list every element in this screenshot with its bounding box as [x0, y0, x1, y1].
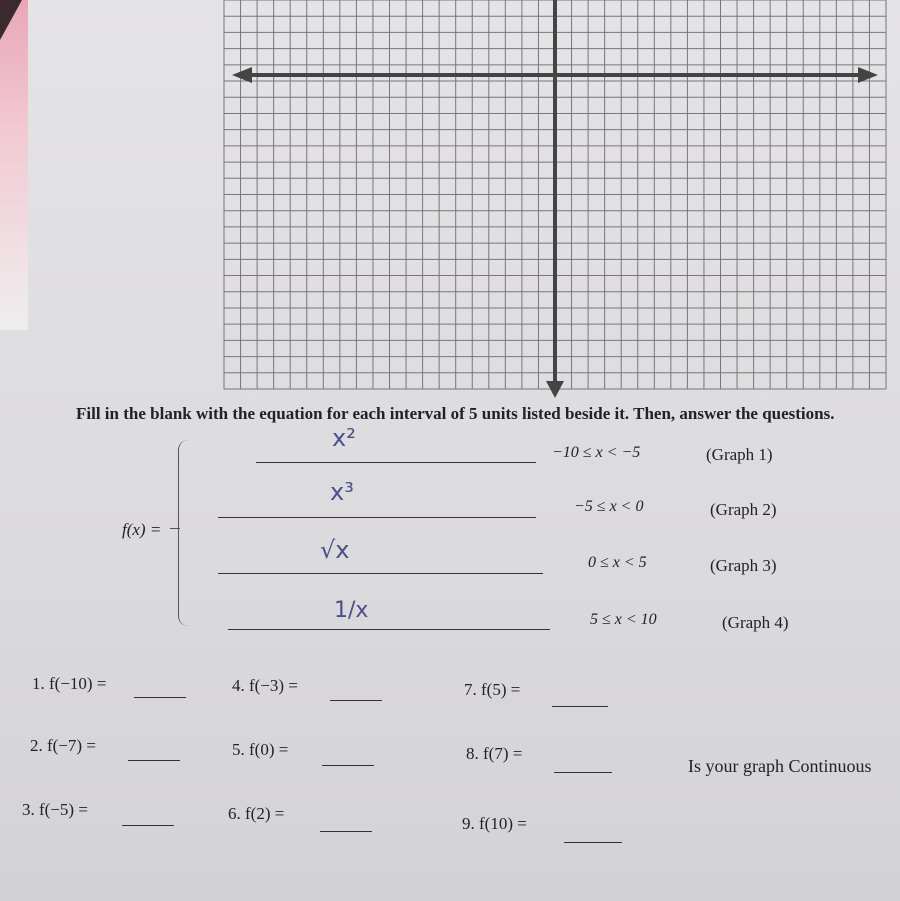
question-1-blank[interactable] — [134, 697, 186, 698]
piecewise-brace-tip — [170, 528, 180, 537]
question-5: 5. f(0) = — [232, 740, 289, 759]
question-9-blank[interactable] — [564, 842, 622, 843]
answer-blank-2[interactable] — [218, 517, 536, 518]
question-2-blank[interactable] — [128, 760, 180, 761]
piecewise-brace — [178, 440, 193, 626]
question-3-blank[interactable] — [122, 825, 174, 826]
question-2: 2. f(−7) = — [30, 736, 96, 755]
handwritten-answer-1: x² — [332, 424, 356, 452]
interval-2: −5 ≤ x < 0 — [574, 498, 644, 515]
graph-label-2: (Graph 2) — [710, 500, 777, 519]
question-5-blank[interactable] — [322, 765, 374, 766]
function-label: f(x) = — [122, 520, 162, 539]
question-1: 1. f(−10) = — [32, 674, 107, 693]
coordinate-grid — [0, 0, 900, 400]
question-4-blank[interactable] — [330, 700, 382, 701]
interval-3: 0 ≤ x < 5 — [588, 554, 647, 571]
answer-blank-4[interactable] — [228, 629, 550, 630]
handwritten-answer-3: √x — [320, 536, 350, 564]
handwritten-answer-4: 1/x — [334, 598, 369, 623]
answer-blank-1[interactable] — [256, 462, 536, 463]
question-3: 3. f(−5) = — [22, 800, 88, 819]
question-6: 6. f(2) = — [228, 804, 285, 823]
interval-1: −10 ≤ x < −5 — [552, 444, 641, 461]
question-7: 7. f(5) = — [464, 680, 521, 699]
question-8: 8. f(7) = — [466, 744, 523, 763]
graph-label-4: (Graph 4) — [722, 613, 789, 632]
question-9: 9. f(10) = — [462, 814, 527, 833]
answer-blank-3[interactable] — [218, 573, 543, 574]
instructions-text: Fill in the blank with the equation for each interval of 5 units listed beside it. Then, answer the questions. — [76, 404, 835, 423]
interval-4: 5 ≤ x < 10 — [590, 611, 657, 628]
continuity-question: Is your graph Continuous — [688, 756, 872, 776]
handwritten-answer-2: x³ — [330, 478, 354, 506]
graph-label-1: (Graph 1) — [706, 445, 773, 464]
graph-label-3: (Graph 3) — [710, 556, 777, 575]
question-8-blank[interactable] — [554, 772, 612, 773]
question-6-blank[interactable] — [320, 831, 372, 832]
question-4: 4. f(−3) = — [232, 676, 298, 695]
question-7-blank[interactable] — [552, 706, 608, 707]
